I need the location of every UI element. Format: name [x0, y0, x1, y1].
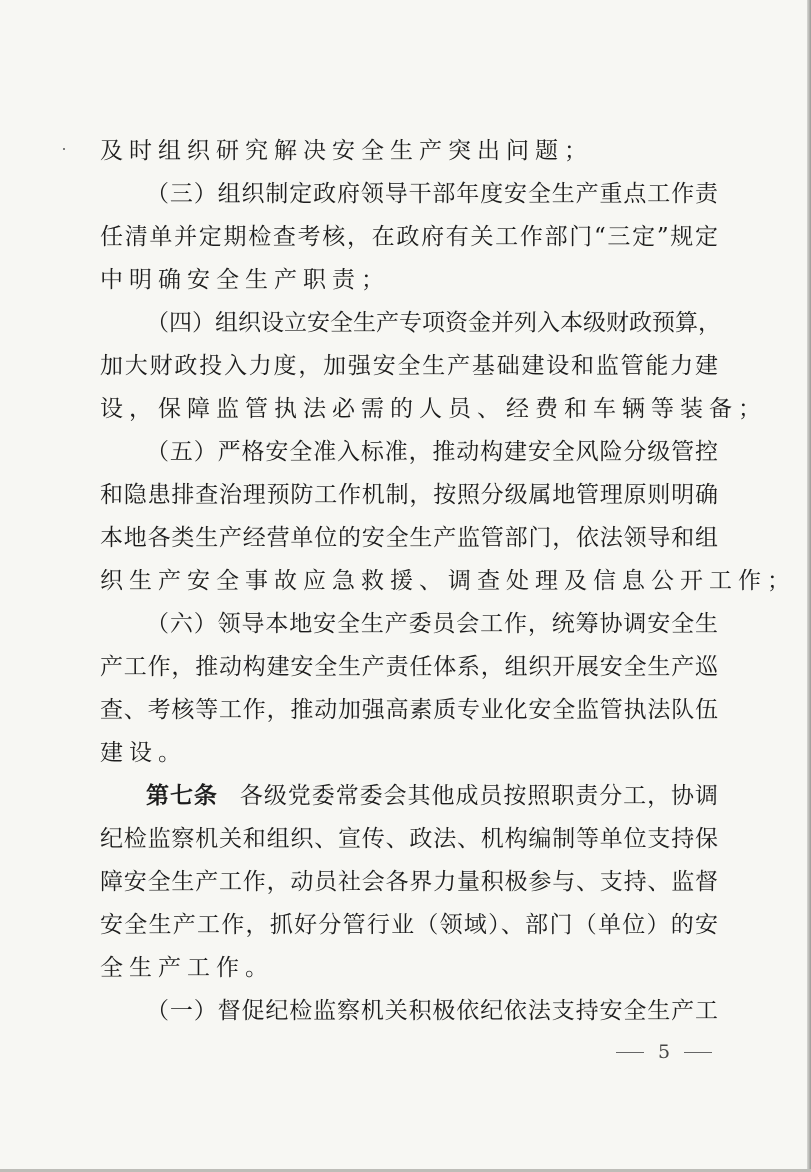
text-line: 纪检监察机关和组织、宣传、政法、机构编制等单位支持保 [100, 826, 718, 852]
article-line [100, 775, 718, 818]
text-line: 建设。 [100, 740, 187, 766]
text-line: 中明确安全生产职责； [100, 267, 390, 293]
body-text [100, 130, 796, 1033]
text-line: 产工作，推动构建安全生产责任体系，组织开展安全生产巡 [100, 654, 718, 680]
text-line: （五）严格安全准入标准，推动构建安全风险分级管控 [146, 439, 718, 465]
text-line: 及时组织研究解决安全生产突出问题； [100, 138, 593, 164]
text-line: 和隐患排查治理预防工作机制，按照分级属地管理原则明确 [100, 482, 718, 508]
page-number: 5 [658, 1041, 671, 1063]
scan-edge [807, 0, 811, 1172]
text-line: 全生产工作。 [100, 955, 274, 981]
text-line: （三）组织制定政府领导干部年度安全生产重点工作责 [146, 181, 718, 207]
text-line: （一）督促纪检监察机关积极依纪依法支持安全生产工 [146, 998, 718, 1024]
text-line: 安全生产工作，抓好分管行业（领域）、部门（单位）的安 [100, 912, 718, 938]
text-line: （四）组织设立安全生产专项资金并列入本级财政预算， [146, 310, 721, 336]
text-line: 本地各类生产经营单位的安全生产监管部门，依法领导和组 [100, 525, 718, 551]
dash-left [616, 1052, 644, 1053]
text-line: 加大财政投入力度，加强安全生产基础建设和监管能力建 [100, 353, 718, 379]
page-footer [616, 1041, 736, 1063]
text-line: 织生产安全事故应急救援、调查处理及信息公开工作； [100, 568, 796, 594]
text-line: 任清单并定期检查考核，在政府有关工作部门“三定”规定 [100, 224, 718, 250]
text-line: 设，保障监管执法必需的人员、经费和车辆等装备； [100, 396, 767, 422]
text-line: 查、考核等工作，推动加强高素质专业化安全监管执法队伍 [100, 697, 718, 723]
scan-speck [63, 148, 65, 150]
text-line: 障安全生产工作，动员社会各界力量积极参与、支持、监督 [100, 869, 718, 895]
article-heading: 第七条 [146, 783, 218, 809]
text-line: （六）领导本地安全生产委员会工作，统筹协调安全生 [146, 611, 718, 637]
dash-right [684, 1052, 712, 1053]
article-text: 各级党委常委会其他成员按照职责分工，协调 [239, 783, 719, 809]
